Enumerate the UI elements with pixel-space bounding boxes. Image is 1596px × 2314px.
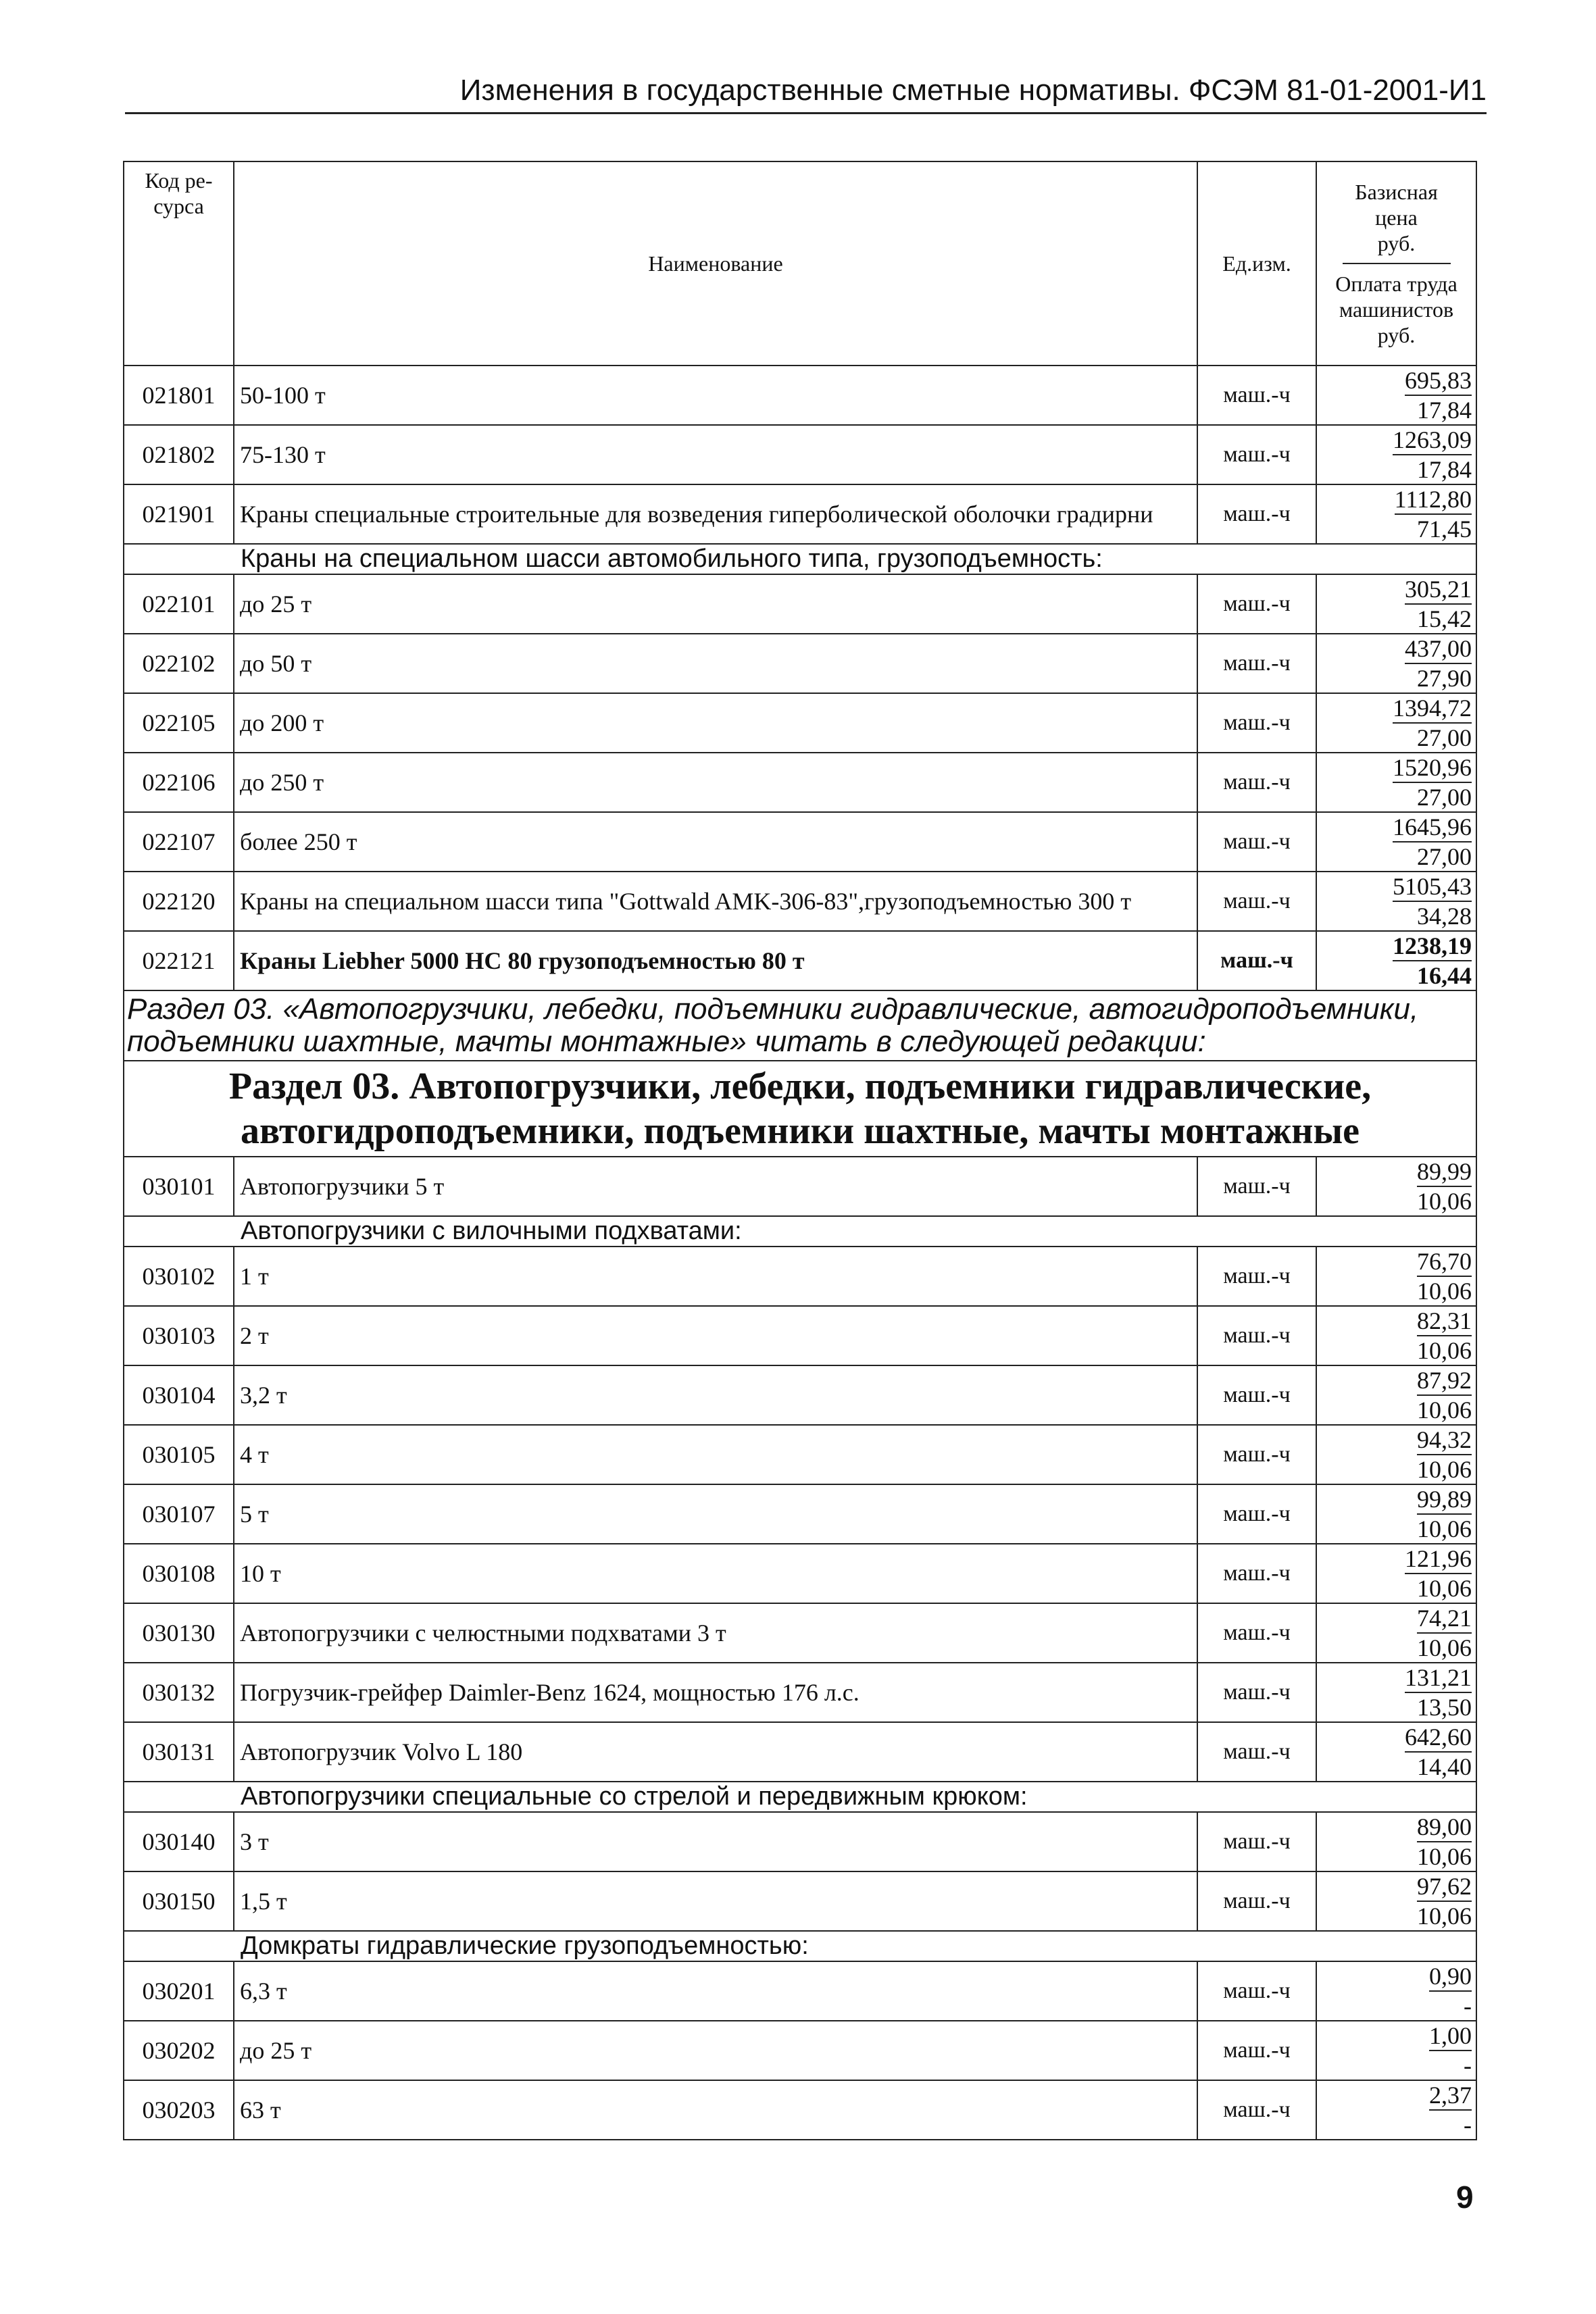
resource-name: 5 т: [234, 1484, 1197, 1544]
resource-price: [1316, 634, 1476, 693]
resource-code: 022102: [124, 634, 234, 693]
base-price: 305,21: [1405, 575, 1472, 605]
resource-table: [123, 161, 1477, 2140]
resource-price: [1316, 2080, 1476, 2140]
table-row: [124, 1812, 1476, 1871]
resource-price: [1316, 1722, 1476, 1782]
header-rule: [125, 112, 1487, 114]
resource-price: [1316, 1961, 1476, 2021]
resource-name: 3 т: [234, 1812, 1197, 1871]
header-unit: [1197, 161, 1316, 366]
resource-unit: маш.-ч: [1197, 634, 1316, 693]
header-code: [124, 161, 234, 366]
resource-name: более 250 т: [234, 812, 1197, 872]
resource-unit: маш.-ч: [1197, 1306, 1316, 1365]
resource-price: [1316, 1544, 1476, 1603]
header-price: [1316, 161, 1476, 366]
group-title: Автопогрузчики с вилочными подхватами:: [124, 1216, 1476, 1247]
resource-price: [1316, 366, 1476, 425]
group-row: [124, 1216, 1476, 1247]
resource-code: 021801: [124, 366, 234, 425]
operator-pay: 16,44: [1417, 962, 1472, 989]
header-unit-label: Ед.изм.: [1222, 251, 1291, 276]
resource-name: 3,2 т: [234, 1365, 1197, 1425]
resource-code: 030150: [124, 1871, 234, 1931]
resource-price: [1316, 1425, 1476, 1484]
resource-unit: маш.-ч: [1197, 2080, 1316, 2140]
base-price: 99,89: [1417, 1485, 1472, 1515]
group-row: [124, 1782, 1476, 1812]
base-price: 5105,43: [1393, 872, 1472, 902]
base-price: 89,00: [1417, 1813, 1472, 1842]
resource-unit: маш.-ч: [1197, 1603, 1316, 1663]
group-row: [124, 544, 1476, 574]
operator-pay: 17,84: [1417, 397, 1472, 424]
table-row: [124, 1603, 1476, 1663]
base-price: 82,31: [1417, 1307, 1472, 1336]
base-price: 1,00: [1429, 2021, 1472, 2051]
resource-price: [1316, 484, 1476, 544]
resource-price: [1316, 872, 1476, 931]
operator-pay: 10,06: [1417, 1903, 1472, 1930]
resource-price: [1316, 1603, 1476, 1663]
operator-pay: 10,06: [1417, 1188, 1472, 1215]
resource-name: до 250 т: [234, 753, 1197, 812]
table-row: [124, 872, 1476, 931]
resource-code: 022107: [124, 812, 234, 872]
base-price: 1238,19: [1393, 932, 1472, 961]
resource-price: [1316, 425, 1476, 484]
resource-code: 021901: [124, 484, 234, 544]
operator-pay: 13,50: [1417, 1694, 1472, 1721]
operator-pay: 10,06: [1417, 1634, 1472, 1661]
operator-pay: -: [1464, 1992, 1472, 2019]
base-price: 76,70: [1417, 1247, 1472, 1277]
table-row: [124, 1722, 1476, 1782]
table-row: [124, 574, 1476, 634]
base-price: 74,21: [1417, 1604, 1472, 1634]
resource-name: до 50 т: [234, 634, 1197, 693]
resource-unit: маш.-ч: [1197, 425, 1316, 484]
resource-price: [1316, 1871, 1476, 1931]
table-row: [124, 1484, 1476, 1544]
resource-name: Автопогрузчики с челюстными подхватами 3 т: [234, 1603, 1197, 1663]
table-row: [124, 2021, 1476, 2080]
operator-pay: 10,06: [1417, 1337, 1472, 1364]
resource-unit: маш.-ч: [1197, 484, 1316, 544]
operator-pay: -: [1464, 2111, 1472, 2138]
operator-pay: 10,06: [1417, 1278, 1472, 1305]
table-row: [124, 2080, 1476, 2140]
resource-unit: маш.-ч: [1197, 1871, 1316, 1931]
resource-name: Краны специальные строительные для возведения гиперболической оболочки градирни: [234, 484, 1197, 544]
table-header-row: [124, 161, 1476, 366]
table-row: [124, 634, 1476, 693]
resource-unit: маш.-ч: [1197, 1544, 1316, 1603]
operator-pay: 27,00: [1417, 843, 1472, 870]
resource-code: 030104: [124, 1365, 234, 1425]
group-title: Домкраты гидравлические грузоподъемностью:: [124, 1931, 1476, 1961]
header-code-label: Код ре- сурса: [145, 168, 213, 218]
header-name: [234, 161, 1197, 366]
resource-name: 75-130 т: [234, 425, 1197, 484]
resource-price: [1316, 931, 1476, 990]
resource-price: [1316, 1663, 1476, 1722]
group-row: [124, 1931, 1476, 1961]
table-row: [124, 1306, 1476, 1365]
resource-code: 030203: [124, 2080, 234, 2140]
operator-pay: 27,00: [1417, 724, 1472, 751]
group-title: Краны на специальном шасси автомобильного типа, грузоподъемность:: [124, 544, 1476, 574]
resource-name: Краны Liebher 5000 HC 80 грузоподъемностью 80 т: [234, 931, 1197, 990]
operator-pay: 27,90: [1417, 665, 1472, 692]
resource-code: 030101: [124, 1157, 234, 1216]
resource-name: 4 т: [234, 1425, 1197, 1484]
resource-code: 022120: [124, 872, 234, 931]
table-row: [124, 1247, 1476, 1306]
resource-name: 1,5 т: [234, 1871, 1197, 1931]
resource-unit: маш.-ч: [1197, 1961, 1316, 2021]
resource-price: [1316, 812, 1476, 872]
page-number: 9: [1456, 2180, 1474, 2215]
resource-code: 022101: [124, 574, 234, 634]
base-price: 131,21: [1405, 1663, 1472, 1693]
table-row: [124, 812, 1476, 872]
resource-name: 50-100 т: [234, 366, 1197, 425]
operator-pay: 10,06: [1417, 1843, 1472, 1870]
resource-unit: маш.-ч: [1197, 872, 1316, 931]
resource-unit: маш.-ч: [1197, 693, 1316, 753]
resource-name: 10 т: [234, 1544, 1197, 1603]
group-title: Автопогрузчики специальные со стрелой и передвижным крюком:: [124, 1782, 1476, 1812]
base-price: 0,90: [1429, 1962, 1472, 1992]
operator-pay: 10,06: [1417, 1515, 1472, 1542]
table-row: [124, 1544, 1476, 1603]
resource-unit: маш.-ч: [1197, 1484, 1316, 1544]
operator-pay: 10,06: [1417, 1575, 1472, 1602]
resource-price: [1316, 753, 1476, 812]
base-price: 1645,96: [1393, 813, 1472, 842]
resource-unit: маш.-ч: [1197, 1663, 1316, 1722]
operator-pay: 34,28: [1417, 903, 1472, 930]
resource-unit: маш.-ч: [1197, 1247, 1316, 1306]
table-row: [124, 1425, 1476, 1484]
operator-pay: 10,06: [1417, 1397, 1472, 1424]
resource-unit: маш.-ч: [1197, 1722, 1316, 1782]
resource-unit: маш.-ч: [1197, 2021, 1316, 2080]
resource-name: до 200 т: [234, 693, 1197, 753]
base-price: 1263,09: [1393, 426, 1472, 455]
resource-name: Краны на специальном шасси типа "Gottwald AMK-306-83",грузоподъемностью 300 т: [234, 872, 1197, 931]
operator-pay: 15,42: [1417, 605, 1472, 632]
resource-code: 030202: [124, 2021, 234, 2080]
base-price: 642,60: [1405, 1723, 1472, 1753]
base-price: 1520,96: [1393, 753, 1472, 783]
header-price-base: Базисная цена руб.: [1355, 180, 1438, 255]
resource-price: [1316, 1306, 1476, 1365]
resource-name: Погрузчик-грейфер Daimler-Benz 1624, мощностью 176 л.с.: [234, 1663, 1197, 1722]
edit-note-row: [124, 990, 1476, 1061]
resource-unit: маш.-ч: [1197, 753, 1316, 812]
operator-pay: 14,40: [1417, 1753, 1472, 1780]
edit-note: Раздел 03. «Автопогрузчики, лебедки, подъемники гидравлические, автогидроподъемники, подъемники шахтные, мачты монтажные» читать в следующей редакции:: [124, 990, 1476, 1061]
base-price: 94,32: [1417, 1426, 1472, 1455]
resource-code: 030102: [124, 1247, 234, 1306]
resource-price: [1316, 1365, 1476, 1425]
table-row: [124, 1961, 1476, 2021]
resource-code: 030103: [124, 1306, 234, 1365]
operator-pay: 71,45: [1417, 515, 1472, 543]
resource-name: 1 т: [234, 1247, 1197, 1306]
base-price: 87,92: [1417, 1366, 1472, 1396]
resource-price: [1316, 1812, 1476, 1871]
resource-unit: маш.-ч: [1197, 574, 1316, 634]
resource-unit: маш.-ч: [1197, 812, 1316, 872]
header-name-label: Наименование: [648, 251, 783, 276]
resource-code: 030105: [124, 1425, 234, 1484]
header-price-divider: [1343, 263, 1451, 264]
resource-unit: маш.-ч: [1197, 931, 1316, 990]
resource-code: 030201: [124, 1961, 234, 2021]
resource-name: 63 т: [234, 2080, 1197, 2140]
table-row: [124, 931, 1476, 990]
table-row: [124, 425, 1476, 484]
table-row: [124, 1663, 1476, 1722]
resource-code: 022105: [124, 693, 234, 753]
base-price: 437,00: [1405, 634, 1472, 664]
resource-unit: маш.-ч: [1197, 366, 1316, 425]
resource-code: 030131: [124, 1722, 234, 1782]
resource-code: 021802: [124, 425, 234, 484]
operator-pay: 10,06: [1417, 1456, 1472, 1483]
resource-code: 022106: [124, 753, 234, 812]
resource-code: 022121: [124, 931, 234, 990]
resource-price: [1316, 574, 1476, 634]
resource-code: 030108: [124, 1544, 234, 1603]
resource-name: до 25 т: [234, 574, 1197, 634]
operator-pay: -: [1464, 2052, 1472, 2079]
resource-name: Автопогрузчик Volvo L 180: [234, 1722, 1197, 1782]
resource-price: [1316, 693, 1476, 753]
table-row: [124, 1157, 1476, 1216]
base-price: 121,96: [1405, 1544, 1472, 1574]
resource-name: 2 т: [234, 1306, 1197, 1365]
resource-unit: маш.-ч: [1197, 1425, 1316, 1484]
operator-pay: 27,00: [1417, 784, 1472, 811]
table-row: [124, 693, 1476, 753]
header-price-pay: Оплата труда машинистов руб.: [1335, 272, 1457, 347]
resource-price: [1316, 2021, 1476, 2080]
base-price: 695,83: [1405, 366, 1472, 396]
base-price: 1112,80: [1395, 485, 1472, 515]
resource-code: 030132: [124, 1663, 234, 1722]
resource-code: 030130: [124, 1603, 234, 1663]
base-price: 1394,72: [1393, 694, 1472, 724]
resource-name: 6,3 т: [234, 1961, 1197, 2021]
base-price: 97,62: [1417, 1872, 1472, 1902]
resource-unit: маш.-ч: [1197, 1812, 1316, 1871]
resource-code: 030140: [124, 1812, 234, 1871]
resource-name: Автопогрузчики 5 т: [234, 1157, 1197, 1216]
resource-unit: маш.-ч: [1197, 1365, 1316, 1425]
operator-pay: 17,84: [1417, 456, 1472, 483]
base-price: 89,99: [1417, 1157, 1472, 1187]
resource-price: [1316, 1247, 1476, 1306]
table-row: [124, 753, 1476, 812]
resource-code: 030107: [124, 1484, 234, 1544]
base-price: 2,37: [1429, 2081, 1472, 2111]
resource-unit: маш.-ч: [1197, 1157, 1316, 1216]
resource-price: [1316, 1484, 1476, 1544]
section-title: Раздел 03. Автопогрузчики, лебедки, подъемники гидравлические, автогидроподъемники, подъемники шахтные, мачты монтажные: [124, 1061, 1476, 1157]
section-title-row: [124, 1061, 1476, 1157]
resource-name: до 25 т: [234, 2021, 1197, 2080]
table-row: [124, 1871, 1476, 1931]
table-row: [124, 484, 1476, 544]
table-row: [124, 366, 1476, 425]
resource-price: [1316, 1157, 1476, 1216]
page-header-title: Изменения в государственные сметные нормативы. ФСЭМ 81-01-2001-И1: [459, 74, 1487, 107]
table-row: [124, 1365, 1476, 1425]
